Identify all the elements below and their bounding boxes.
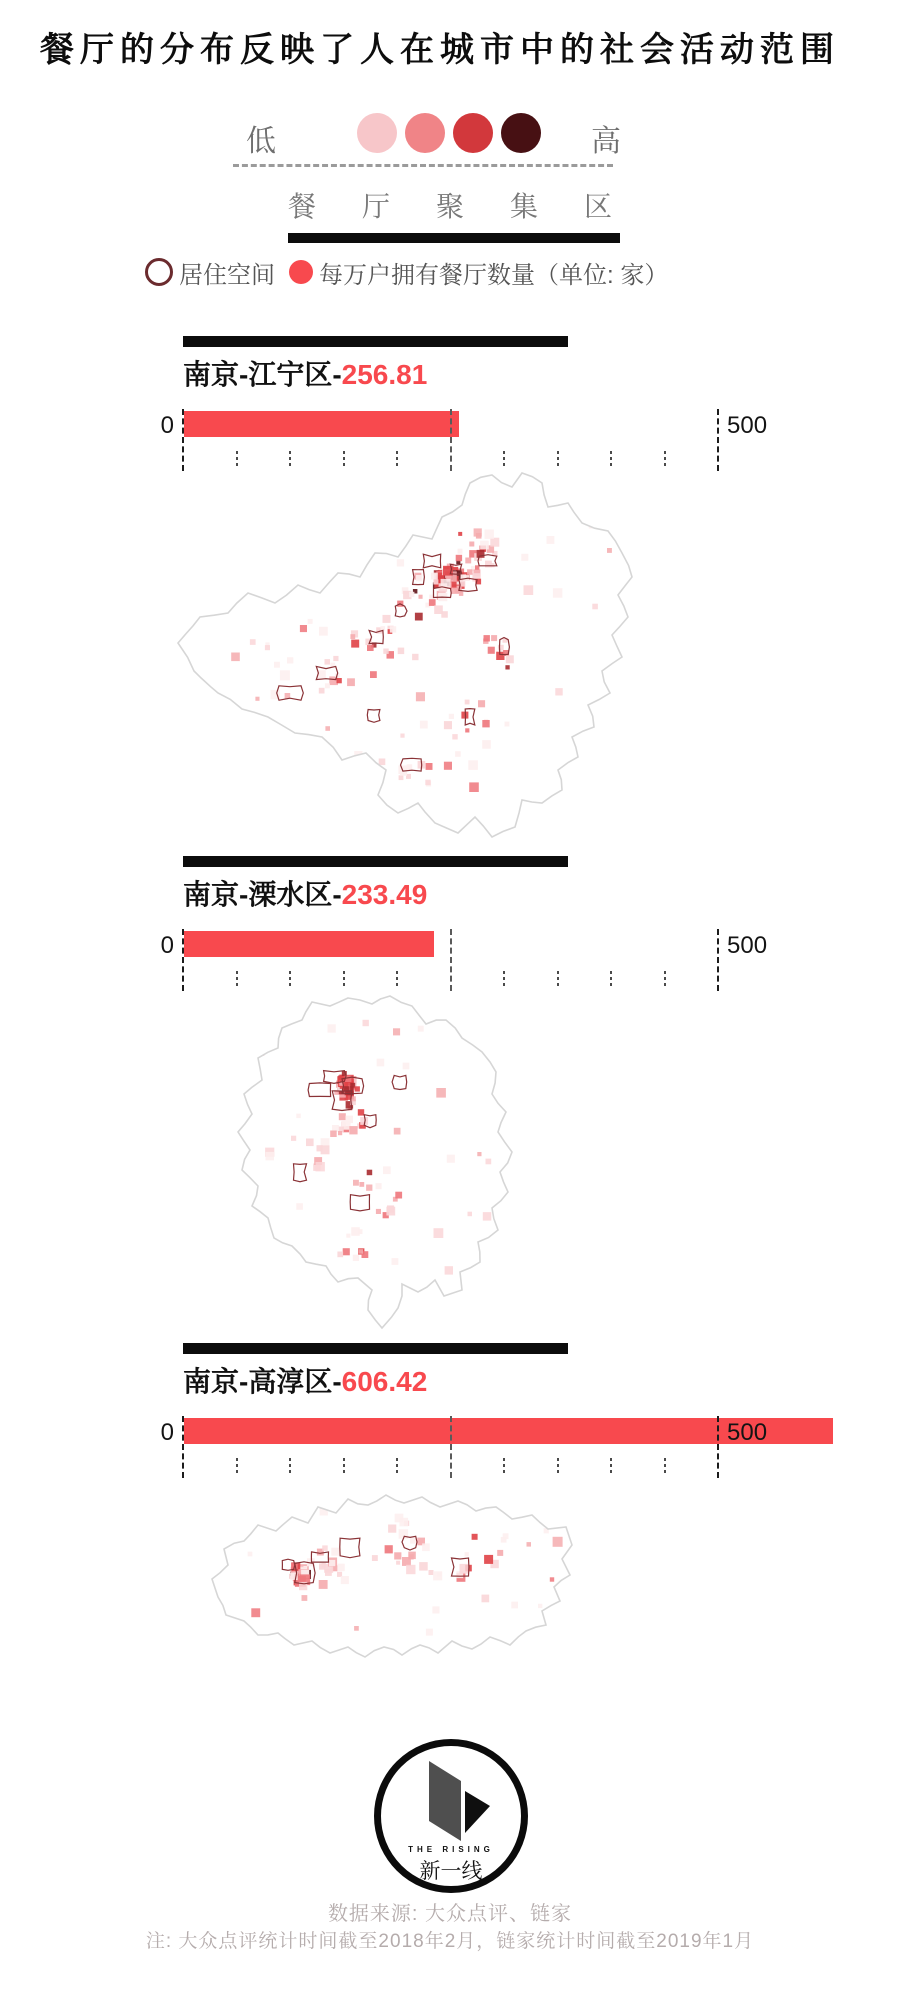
axis-gridline bbox=[450, 1416, 452, 1478]
axis-label-min: 0 bbox=[160, 412, 174, 439]
axis-tick bbox=[343, 971, 345, 986]
scale-caption-char: 餐 bbox=[288, 191, 317, 222]
legend-underline-bar bbox=[288, 233, 620, 243]
axis-gridline bbox=[717, 1416, 719, 1478]
axis-tick bbox=[664, 451, 666, 466]
axis-tick bbox=[343, 451, 345, 466]
axis-tick bbox=[289, 971, 291, 986]
bar-chart bbox=[0, 409, 900, 473]
axis-tick bbox=[557, 1458, 559, 1473]
scale-caption-char: 厅 bbox=[361, 191, 390, 222]
scale-circle bbox=[453, 113, 493, 153]
scale-caption-char: 区 bbox=[583, 191, 612, 222]
axis-tick bbox=[396, 1458, 398, 1473]
district-name: 南京-溧水区- bbox=[183, 879, 342, 910]
value-bar bbox=[184, 931, 434, 957]
logo-text-zh: 新一线 bbox=[419, 1860, 483, 1883]
metric-label: 每万户拥有餐厅数量（单位: 家） bbox=[319, 261, 669, 289]
axis-tick bbox=[396, 971, 398, 986]
district-map bbox=[230, 990, 530, 1335]
page-title: 餐厅的分布反映了人在城市中的社会活动范围 bbox=[40, 31, 840, 69]
bar-chart bbox=[0, 929, 900, 993]
axis-tick bbox=[610, 971, 612, 986]
restaurant-heatmap bbox=[203, 519, 612, 813]
section-header-bar bbox=[183, 336, 568, 347]
axis-gridline bbox=[717, 409, 719, 471]
restaurant-heatmap bbox=[255, 1016, 500, 1299]
axis-gridline bbox=[450, 929, 452, 991]
scale-circle bbox=[357, 113, 397, 153]
axis-label-max: 500 bbox=[727, 1419, 768, 1446]
legend-high-label: 高 bbox=[591, 125, 621, 158]
axis-gridline bbox=[717, 929, 719, 991]
axis-tick bbox=[289, 1458, 291, 1473]
legend-low-label: 低 bbox=[246, 125, 276, 158]
residence-outlines bbox=[277, 554, 510, 771]
footnote-line: 注: 大众点评统计时间截至2018年2月，链家统计时间截至2019年1月 bbox=[145, 1931, 755, 1952]
district-value: 606.42 bbox=[341, 1366, 428, 1397]
district-boundary bbox=[178, 473, 632, 837]
axis-tick bbox=[664, 1458, 666, 1473]
axis-tick bbox=[610, 1458, 612, 1473]
axis-tick bbox=[396, 451, 398, 466]
residence-ring-icon bbox=[145, 258, 173, 286]
axis-label-max: 500 bbox=[727, 932, 768, 959]
axis-tick bbox=[343, 1458, 345, 1473]
axis-tick bbox=[610, 451, 612, 466]
axis-tick bbox=[503, 971, 505, 986]
district-name: 南京-江宁区- bbox=[183, 359, 342, 390]
district-map bbox=[170, 465, 640, 850]
district-section bbox=[0, 856, 900, 1376]
bar-chart bbox=[0, 1416, 900, 1480]
axis-tick bbox=[503, 451, 505, 466]
section-title bbox=[183, 353, 427, 393]
scale-caption-char: 集 bbox=[509, 191, 538, 222]
publisher-logo bbox=[374, 1739, 528, 1893]
axis-tick bbox=[236, 451, 238, 466]
axis-tick bbox=[664, 971, 666, 986]
residence-label: 居住空间 bbox=[179, 261, 275, 289]
section-title bbox=[183, 1360, 427, 1400]
section-title bbox=[183, 873, 427, 913]
axis-tick bbox=[557, 971, 559, 986]
district-name: 南京-高淳区- bbox=[183, 1366, 342, 1397]
axis-gridline bbox=[182, 929, 184, 991]
district-value: 256.81 bbox=[341, 359, 428, 390]
legend-symbols-row bbox=[145, 254, 668, 290]
district-boundary bbox=[212, 1495, 572, 1657]
axis-gridline bbox=[450, 409, 452, 471]
axis-tick bbox=[236, 1458, 238, 1473]
district-section bbox=[0, 336, 900, 856]
value-bar bbox=[184, 411, 459, 437]
axis-label-max: 500 bbox=[727, 412, 768, 439]
district-boundary bbox=[238, 996, 512, 1328]
axis-label-min: 0 bbox=[160, 1419, 174, 1446]
district-section bbox=[0, 1343, 900, 1683]
section-header-bar bbox=[183, 1343, 568, 1354]
axis-tick bbox=[557, 451, 559, 466]
axis-gridline bbox=[182, 1416, 184, 1478]
scale-circle bbox=[501, 113, 541, 153]
legend-dashed-divider bbox=[233, 164, 613, 167]
axis-tick bbox=[236, 971, 238, 986]
district-map bbox=[200, 1487, 580, 1665]
axis-gridline bbox=[182, 409, 184, 471]
scale-caption-char: 聚 bbox=[435, 191, 464, 222]
axis-tick bbox=[503, 1458, 505, 1473]
axis-tick bbox=[289, 451, 291, 466]
section-header-bar bbox=[183, 856, 568, 867]
scale-caption bbox=[288, 185, 612, 225]
restaurant-dot-icon bbox=[289, 260, 313, 284]
district-value: 233.49 bbox=[341, 879, 428, 910]
logo-text-en: THE RISING bbox=[408, 1845, 494, 1854]
axis-label-min: 0 bbox=[160, 932, 174, 959]
data-source-line: 数据来源: 大众点评、链家 bbox=[327, 1903, 573, 1925]
scale-circle bbox=[405, 113, 445, 153]
logo-building-icon bbox=[399, 1761, 517, 1843]
scale-circles bbox=[357, 113, 541, 153]
